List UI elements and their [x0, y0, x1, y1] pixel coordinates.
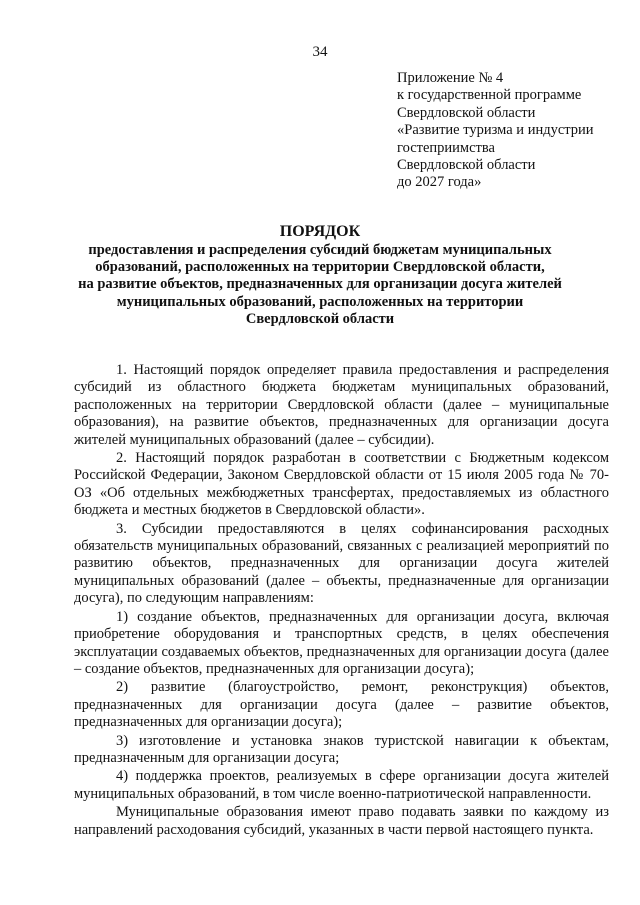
- title-line: на развитие объектов, предназначенных для организации досуга жителей: [78, 276, 562, 293]
- appendix-header: [397, 70, 627, 192]
- appendix-line: до 2027 года»: [397, 174, 482, 191]
- title-main: ПОРЯДОК: [279, 223, 361, 240]
- title-subtitle: [60, 242, 580, 328]
- paragraph: 2. Настоящий порядок разработан в соответствии с Бюджетным кодексом Российской Федерации, Законом Свердловской области от 15 июля 2005 года № 70-ОЗ «Об отдельных межбюджетных трансфертах, предоставляемых из областного бюджета и местных бюджетов в Свердловской области».: [74, 450, 609, 519]
- paragraph: Муниципальные образования имеют право подавать заявки по каждому из направлений расходования субсидий, указанных в части первой настоящего пункта.: [74, 804, 609, 838]
- document-body: [74, 362, 609, 840]
- paragraph: 1) создание объектов, предназначенных для организации досуга, включая приобретение оборудования и транспортных средств, в целях обеспечения эксплуатации создаваемых объектов, предназначенных для организации досуга (далее – создание объектов, предназначенных для организации досуга);: [74, 608, 609, 677]
- document-title: [60, 222, 580, 328]
- title-line: муниципальных образований, расположенных на территории: [116, 293, 524, 310]
- appendix-line: «Развитие туризма и индустрии: [397, 122, 594, 139]
- appendix-line: гостеприимства: [397, 139, 495, 156]
- page-number: 34: [312, 44, 328, 60]
- appendix-line: Приложение № 4: [397, 70, 504, 86]
- paragraph: 3) изготовление и установка знаков туристской навигации к объектам, предназначенным для организации досуга;: [74, 732, 609, 766]
- paragraph: 4) поддержка проектов, реализуемых в сфере организации досуга жителей муниципальных образований, в том числе военно-патриотической направленности.: [74, 768, 609, 802]
- title-line: Свердловской области: [245, 310, 395, 327]
- appendix-line: Свердловской области: [397, 104, 536, 121]
- paragraph: 3. Субсидии предоставляются в целях софинансирования расходных обязательств муниципальных образований, связанных с реализацией мероприятий по развитию объектов, предназначенных для организации досуга жителей муниципальных образований (далее – объекты, предназначенные для организации досуга), по следующим направлениям:: [74, 520, 609, 607]
- title-line: предоставления и распределения субсидий бюджетам муниципальных: [88, 242, 552, 258]
- paragraph: 2) развитие (благоустройство, ремонт, реконструкция) объектов, предназначенных для организации досуга (далее – развитие объектов, предназначенных для организации досуга);: [74, 679, 609, 731]
- appendix-line: Свердловской области: [397, 157, 536, 174]
- appendix-line: к государственной программе: [397, 87, 582, 104]
- title-line: образований, расположенных на территории Свердловской области,: [95, 259, 545, 276]
- paragraph: 1. Настоящий порядок определяет правила предоставления и распределения субсидий из областного бюджета бюджетам муниципальных образований, расположенных на территории Свердловской области (далее – муниципальные образования), на развитие объектов, предназначенных для организации досуга жителей муниципальных образований (далее – субсидии).: [74, 362, 609, 448]
